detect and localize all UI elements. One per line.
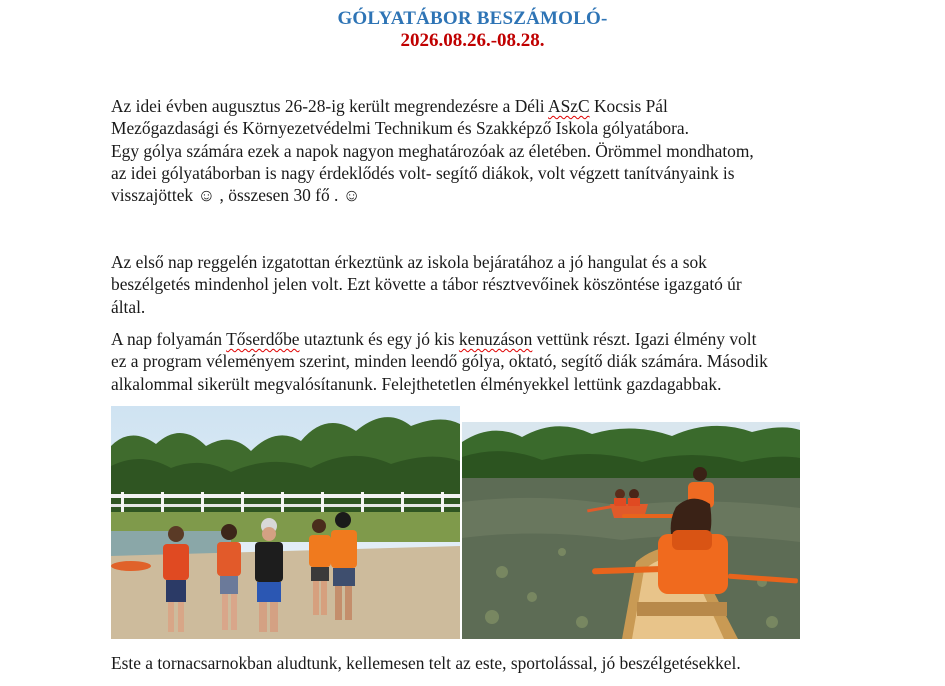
text-line: Az idei évben augusztus 26-28-ig került megrendezésre a Déli ASzC Kocsis Pál: [111, 96, 668, 116]
text-line: Az első nap reggelén izgatottan érkeztünk az iskola bejáratához a jó hangulat és a sok: [111, 252, 707, 272]
text-line: által.: [111, 296, 146, 317]
photo-group-on-shore: [111, 406, 460, 639]
misspelled-word[interactable]: Tőserdőbe: [226, 329, 300, 349]
text-line: Mezőgazdasági és Környezetvédelmi Technikum és Szakképző Iskola gólyatábora.: [111, 118, 689, 139]
text-line: Este a tornacsarnokban aludtunk, kellemesen telt az este, sportolással, jó beszélgetésekkel.: [111, 653, 741, 673]
text-line: A nap folyamán Tőserdőbe utaztunk és egy jó kis kenuzáson vettünk részt. Igazi élmény volt: [111, 329, 757, 349]
text-line: beszélgetés mindenhol jelen volt. Ezt követte a tábor résztvevőinek köszöntése igazgató úr: [111, 274, 742, 295]
text-line: visszajöttek ☺ , összesen 30 fő . ☺: [111, 185, 361, 206]
paragraph-first-day: [111, 251, 851, 318]
document-dates: 2026.08.26.-08.28.: [400, 30, 545, 51]
text-line: ez a program véleményem szerint, minden leendő gólya, oktató, segítő diák számára. Második: [111, 351, 768, 372]
paragraph-canoeing: [111, 328, 851, 395]
document-title: GÓLYATÁBOR BESZÁMOLÓ-: [337, 8, 608, 29]
text-line: az idei gólyatáborban is nagy érdeklődés volt- segítő diákok, volt végzett tanítványaink is: [111, 162, 735, 183]
paragraph-intro: [111, 95, 851, 206]
paragraph-evening: [111, 652, 851, 674]
misspelled-word[interactable]: ASzC: [548, 96, 590, 116]
text-line: alkalommal sikerült megvalósítanunk. Felejthetetlen élményekkel lettünk gazdagabbak.: [111, 373, 722, 394]
misspelled-word[interactable]: kenuzáson: [458, 329, 533, 349]
photo-canoe-on-river: [462, 422, 800, 639]
text-line: Egy gólya számára ezek a napok nagyon meghatározóak az életében. Örömmel mondhatom,: [111, 140, 754, 161]
